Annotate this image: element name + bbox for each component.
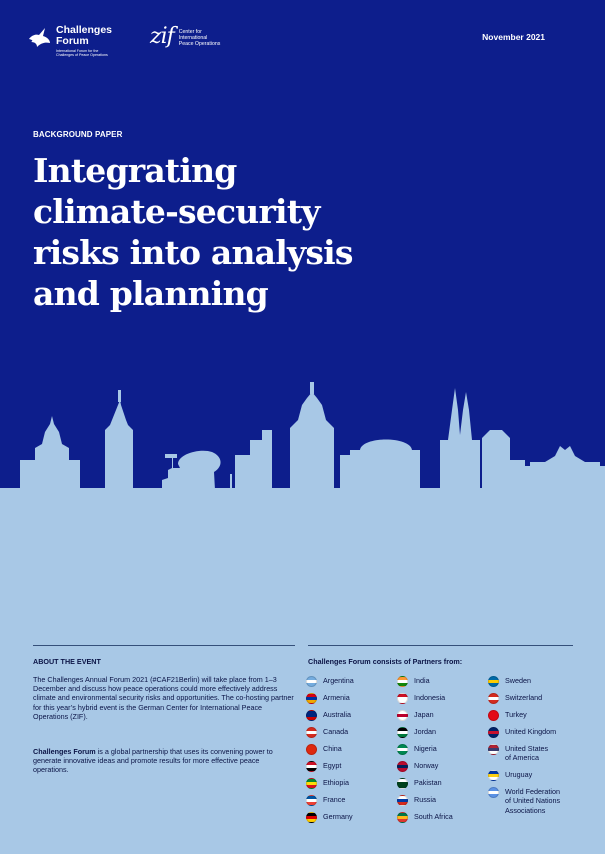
flag-icon [397,761,408,772]
title-line: risks into analysis [33,233,353,272]
partner-item [397,795,453,805]
partner-name: Turkey [505,709,527,719]
partner-name: Russia [414,794,436,804]
partner-item [306,812,354,822]
partner-item [397,676,453,686]
partner-item [488,727,560,737]
partner-name: Egypt [323,760,342,770]
flag-icon [488,676,499,687]
flag-icon [306,778,317,789]
partner-item [306,693,354,703]
partners-divider [308,645,573,646]
partner-name: Switzerland [505,692,543,702]
document-type: BACKGROUND PAPER [33,130,123,139]
flag-icon [397,693,408,704]
cf-name-line2: Forum [56,35,89,47]
about-paragraph-1: The Challenges Annual Forum 2021 (#CAF21Berlin) will take place from 1–3 December and discuss how peace operations could more effectively address climate and environmental security risks and opportunities. The co-hosting partner for this year’s hybrid event is the German Center for International Peace Operations (ZIF). [33,675,294,721]
partner-item [488,693,560,703]
about-paragraph-2 [33,747,295,775]
partner-item [306,778,354,788]
partner-item [488,770,560,780]
partner-name: Armenia [323,692,350,702]
flag-icon [397,744,408,755]
partner-item [397,710,453,720]
title-line: Integrating [33,151,237,190]
flag-icon [488,744,499,755]
dove-icon [26,25,52,51]
partner-item [306,727,354,737]
flag-icon [488,710,499,721]
partners-column-3 [488,676,560,824]
partners-column-1 [306,676,354,829]
partner-item [397,693,453,703]
zif-text: Center for International Peace Operations [178,29,221,48]
partner-item [488,676,560,686]
partners-column-2 [397,676,453,829]
flag-icon [306,710,317,721]
title-line: and planning [33,274,268,313]
flag-icon [397,676,408,687]
challenges-forum-name: Challenges Forum [33,747,96,756]
partner-item [306,744,354,754]
title-line: climate-security [33,192,320,231]
partner-name: Australia [323,709,351,719]
flag-icon [306,693,317,704]
flag-icon [488,727,499,738]
flag-icon [397,812,408,823]
zif-mark: zif [150,24,174,49]
partner-item [488,710,560,720]
flag-icon [306,761,317,772]
partner-item [306,710,354,720]
flag-icon [397,727,408,738]
partner-name: Norway [414,760,439,770]
cf-name-line1: Challenges [56,24,113,36]
partner-item [488,787,560,817]
flag-icon [306,727,317,738]
about-paragraph-2-text: is a global partnership that uses its convening power to generate innovative ideas and promote results for more effective peace operations. [33,747,273,775]
partner-item [397,744,453,754]
flag-icon [306,795,317,806]
partner-name: Argentina [323,676,354,685]
partner-name: Germany [323,811,353,821]
partner-item [397,727,453,737]
partner-item [488,744,560,764]
partners-heading: Challenges Forum consists of Partners from: [308,657,463,666]
partner-name: India [414,676,430,685]
partner-name: Indonesia [414,692,446,702]
partner-name: Japan [414,709,434,719]
challenges-forum-logo [26,25,118,58]
flag-icon [397,710,408,721]
flag-icon [397,795,408,806]
partner-name: United Kingdom [505,726,557,736]
about-divider [33,645,295,646]
partner-item [306,761,354,771]
partner-name: United States of America [505,743,549,763]
partner-name: Ethiopia [323,777,349,787]
cf-tagline: International Forum for the Challenges of Peace Operations [56,49,108,58]
flag-icon [488,693,499,704]
berlin-skyline-illustration [0,380,605,510]
partner-name: China [323,743,342,753]
partner-name: Uruguay [505,769,533,779]
partner-name: Sweden [505,676,531,685]
page-title [33,150,383,314]
partner-item [306,676,354,686]
partner-name: Canada [323,726,349,736]
publication-date: November 2021 [482,32,545,42]
partner-name: World Federation of United Nations Associations [505,786,561,815]
flag-icon [306,744,317,755]
partner-name: Nigeria [414,743,437,753]
partner-item [397,812,453,822]
flag-icon [488,770,499,781]
about-heading: ABOUT THE EVENT [33,657,101,666]
partner-name: Pakistan [414,777,442,787]
partner-name: South Africa [414,811,453,821]
zif-logo [150,24,249,49]
flag-icon [488,787,499,798]
partner-item [306,795,354,805]
partner-name: Jordan [414,726,436,736]
partner-name: France [323,794,346,804]
flag-icon [306,676,317,687]
flag-icon [397,778,408,789]
partner-item [397,761,453,771]
flag-icon [306,812,317,823]
partner-item [397,778,453,788]
